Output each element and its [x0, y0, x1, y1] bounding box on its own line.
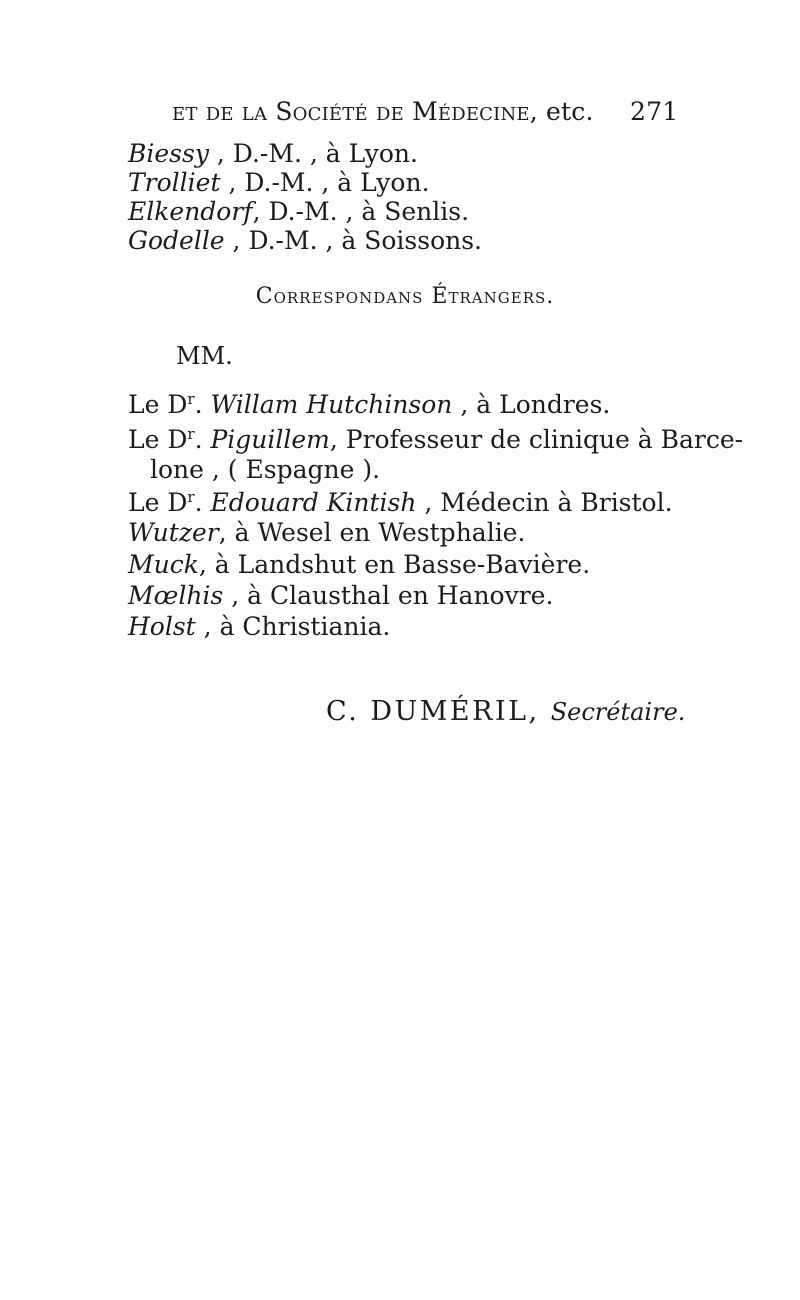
correspondent-details: , à Landshut en Basse-Bavière.: [198, 550, 591, 579]
correspondent-entry: [128, 550, 590, 580]
correspondent-name: Mœlhis: [128, 581, 224, 610]
correspondent-name: Holst: [128, 612, 196, 641]
correspondent-name: Wutzer: [128, 518, 219, 547]
correspondent-name: Piguillem: [210, 425, 330, 454]
correspondent-prefix: Le D: [128, 488, 188, 517]
running-head-de: de: [375, 97, 404, 126]
correspondent-details: , Médecin à Bristol.: [416, 488, 673, 517]
member-name: Godelle: [128, 226, 225, 255]
correspondent-continuation: lone , ( Espagne ).: [150, 455, 381, 484]
signature-name: C. DUMÉRIL: [326, 696, 529, 727]
signature-title: Secrétaire.: [550, 698, 686, 726]
member-name: Trolliet: [128, 168, 221, 197]
section-heading-text: Correspondans Étrangers.: [255, 284, 555, 309]
running-head-lead: et de la: [172, 97, 268, 126]
member-entry: [128, 168, 430, 198]
member-name: Elkendorf: [128, 197, 253, 226]
running-head-societe: Société: [275, 97, 368, 126]
section-heading: [0, 284, 800, 309]
member-entry: [128, 226, 482, 256]
running-head-medecine: Médecine: [412, 97, 530, 126]
member-name: Biessy: [128, 139, 209, 168]
signature-separator: ,: [528, 696, 551, 727]
running-head-etc: , etc.: [529, 97, 594, 126]
member-entry: [128, 139, 418, 169]
member-details: , D.-M. , à Senlis.: [252, 197, 470, 226]
correspondent-prefix-sup: r: [187, 390, 195, 408]
correspondent-entry: [128, 425, 743, 458]
correspondent-details: , à Wesel en Westphalie.: [218, 518, 526, 547]
correspondent-details: , Professeur de clinique à Barce-: [329, 425, 744, 454]
correspondent-name: Edouard Kintish: [210, 488, 417, 517]
correspondent-prefix: Le D: [128, 390, 188, 419]
correspondent-entry: [128, 518, 525, 548]
page-number: 271: [630, 97, 679, 126]
correspondent-prefix-sup: r: [187, 425, 195, 443]
correspondent-prefix: Le D: [128, 425, 188, 454]
running-head: [172, 97, 679, 126]
correspondent-entry: [128, 390, 610, 423]
member-details: , D.-M. , à Soissons.: [224, 226, 482, 255]
correspondent-prefix-end: .: [194, 390, 211, 419]
member-details: , D.-M. , à Lyon.: [208, 139, 418, 168]
correspondent-entry: [128, 581, 553, 611]
correspondent-details: , à Clausthal en Hanovre.: [223, 581, 554, 610]
correspondent-prefix-end: .: [194, 488, 211, 517]
correspondent-details: , à Christiania.: [195, 612, 391, 641]
salutation: MM.: [176, 342, 233, 370]
correspondent-name: Muck: [128, 550, 199, 579]
correspondent-prefix-sup: r: [187, 488, 195, 506]
correspondent-prefix-end: .: [194, 425, 211, 454]
correspondent-details: , à Londres.: [452, 390, 611, 419]
member-details: , D.-M. , à Lyon.: [220, 168, 430, 197]
correspondent-entry: [128, 612, 390, 642]
correspondent-name: Willam Hutchinson: [210, 390, 453, 419]
correspondent-entry: [128, 488, 673, 521]
member-entry: [128, 197, 469, 227]
signature: [326, 696, 685, 727]
